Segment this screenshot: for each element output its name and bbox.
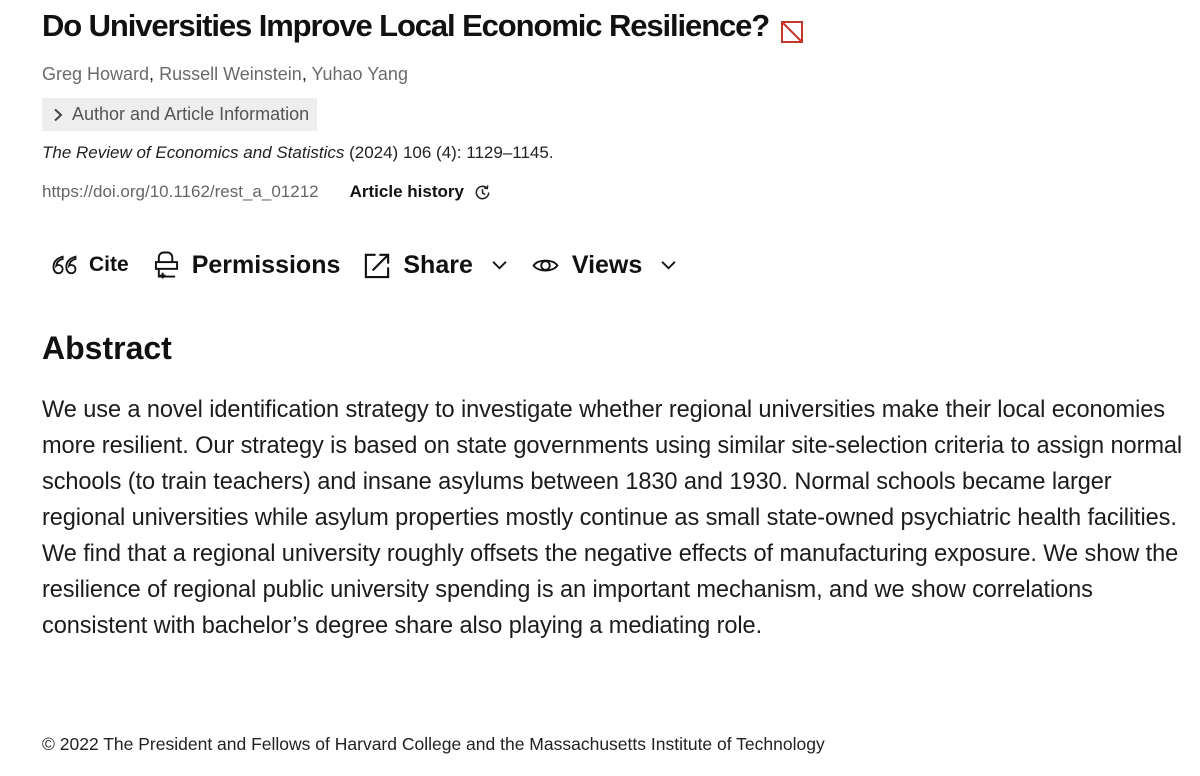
author-article-info-toggle[interactable] (42, 98, 317, 131)
article-history-label: Article history (349, 182, 464, 201)
citation-line (42, 143, 554, 163)
permissions-button[interactable] (154, 250, 341, 280)
article-title-text: Do Universities Improve Local Economic Resilience? (42, 8, 770, 43)
article-toolbar (50, 245, 677, 285)
cite-label: Cite (89, 253, 129, 276)
article-title (42, 8, 803, 44)
author-list (42, 64, 408, 85)
doi-row (42, 182, 492, 202)
chevron-down-icon (660, 260, 677, 271)
eye-icon (532, 256, 559, 275)
share-button[interactable] (363, 251, 507, 280)
quote-icon (50, 254, 79, 276)
abstract-heading: Abstract (42, 330, 172, 366)
author-separator: , (301, 64, 307, 84)
cite-button[interactable] (50, 253, 129, 277)
permissions-label: Permissions (191, 250, 341, 279)
chevron-right-icon (52, 108, 64, 122)
article-history-button[interactable] (350, 182, 492, 202)
citation-details: (2024) 106 (4): 1129–1145. (344, 143, 554, 162)
views-label: Views (571, 250, 643, 279)
share-icon (363, 251, 392, 280)
journal-name: The Review of Economics and Statistics (42, 143, 345, 162)
permissions-icon (154, 250, 179, 280)
chevron-down-icon (491, 260, 508, 271)
author-link[interactable]: Yuhao Yang (311, 64, 408, 84)
open-access-icon (781, 15, 803, 37)
history-clock-icon (473, 183, 492, 202)
views-button[interactable] (532, 251, 677, 280)
abstract-text: We use a novel identification strategy to investigate whether regional universities make their local economies more resilient. Our strategy is based on state governments using similar site-selection criteria to assign normal schools (to train teachers) and insane asylums between 1830 and 1930. Normal schools became larger regional universities while asylum properties mostly continue as small state-owned psychiatric health facilities. We find that a regional university roughly offsets the negative effects of manufacturing exposure. We show the resilience of regional public university spending is an important mechanism, and we show correlations consistent with bachelor’s degree share also playing a mediating role. (42, 397, 1183, 639)
author-link[interactable]: Greg Howard (42, 64, 150, 84)
author-link[interactable]: Russell Weinstein (159, 64, 302, 84)
author-article-info-label: Author and Article Information (72, 104, 310, 124)
share-label: Share (403, 250, 473, 279)
copyright-notice: © 2022 The President and Fellows of Harvard College and the Massachusetts Institute of Technology (42, 734, 825, 754)
doi-link[interactable]: https://doi.org/10.1162/rest_a_01212 (42, 182, 319, 201)
author-separator: , (149, 64, 155, 84)
